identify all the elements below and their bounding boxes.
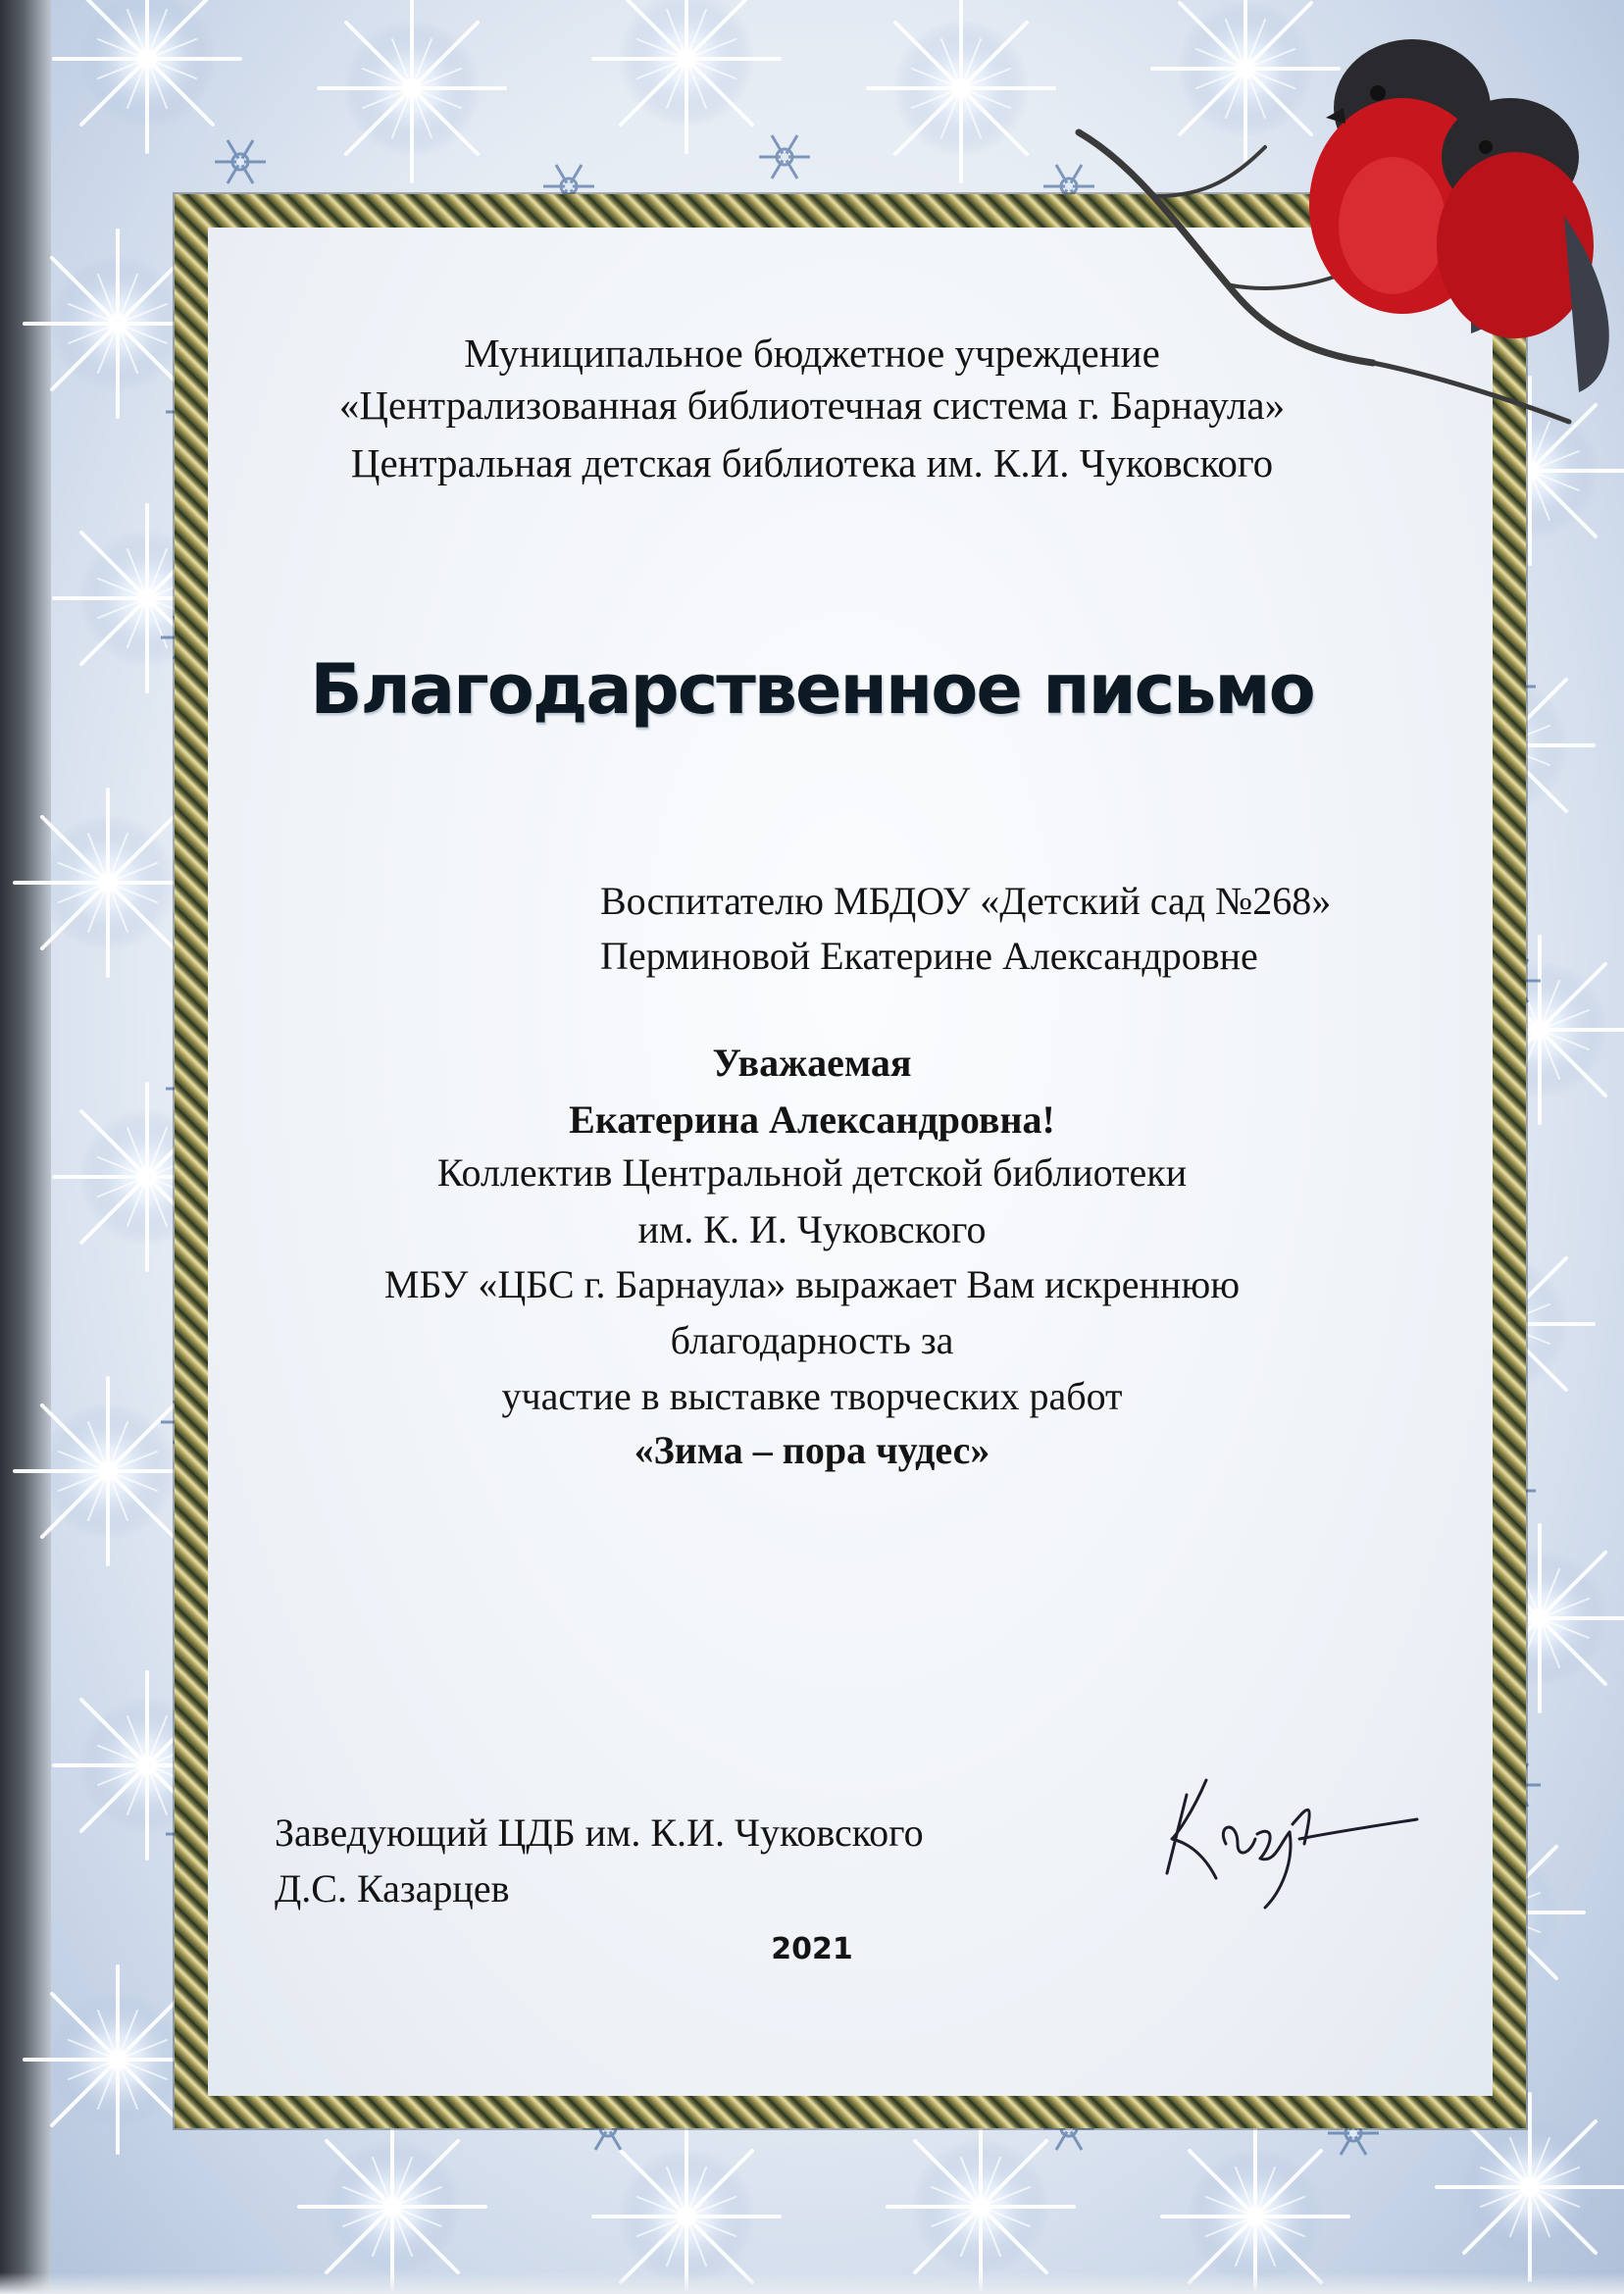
signatory-name: Д.С. Казарцев bbox=[275, 1866, 510, 1911]
body-line-2: им. К. И. Чуковского bbox=[637, 1207, 987, 1251]
scan-bottom-edge bbox=[0, 2272, 1624, 2294]
letter-title: Благодарственное письмо bbox=[310, 649, 1314, 730]
org-name-line-3: Центральная детская библиотека им. К.И. Чуковского bbox=[350, 440, 1274, 485]
greeting-line-1: Уважаемая bbox=[712, 1041, 912, 1085]
body-line-4: благодарность за bbox=[670, 1318, 954, 1362]
body-line-5: участие в выставке творческих работ bbox=[501, 1374, 1123, 1418]
body-line-1: Коллектив Центральной детской библиотеки bbox=[436, 1150, 1188, 1195]
org-name-line-1: Муниципальное бюджетное учреждение bbox=[464, 331, 1160, 376]
greeting-line-2: Екатерина Александровна! bbox=[569, 1097, 1055, 1142]
addressee-name: Перминовой Екатерине Александровне bbox=[600, 934, 1258, 978]
letter-year: 2021 bbox=[771, 1932, 853, 1966]
exhibition-name: «Зима – пора чудес» bbox=[634, 1428, 990, 1472]
addressee-position: Воспитателю МБДОУ «Детский сад №268» bbox=[600, 879, 1332, 923]
signatory-position: Заведующий ЦДБ им. К.И. Чуковского bbox=[275, 1810, 924, 1855]
body-line-3: МБУ «ЦБС г. Барнаула» выражает Вам искреннюю bbox=[383, 1262, 1241, 1306]
org-name-line-2: «Централизованная библиотечная система г. Барнаула» bbox=[338, 382, 1286, 428]
